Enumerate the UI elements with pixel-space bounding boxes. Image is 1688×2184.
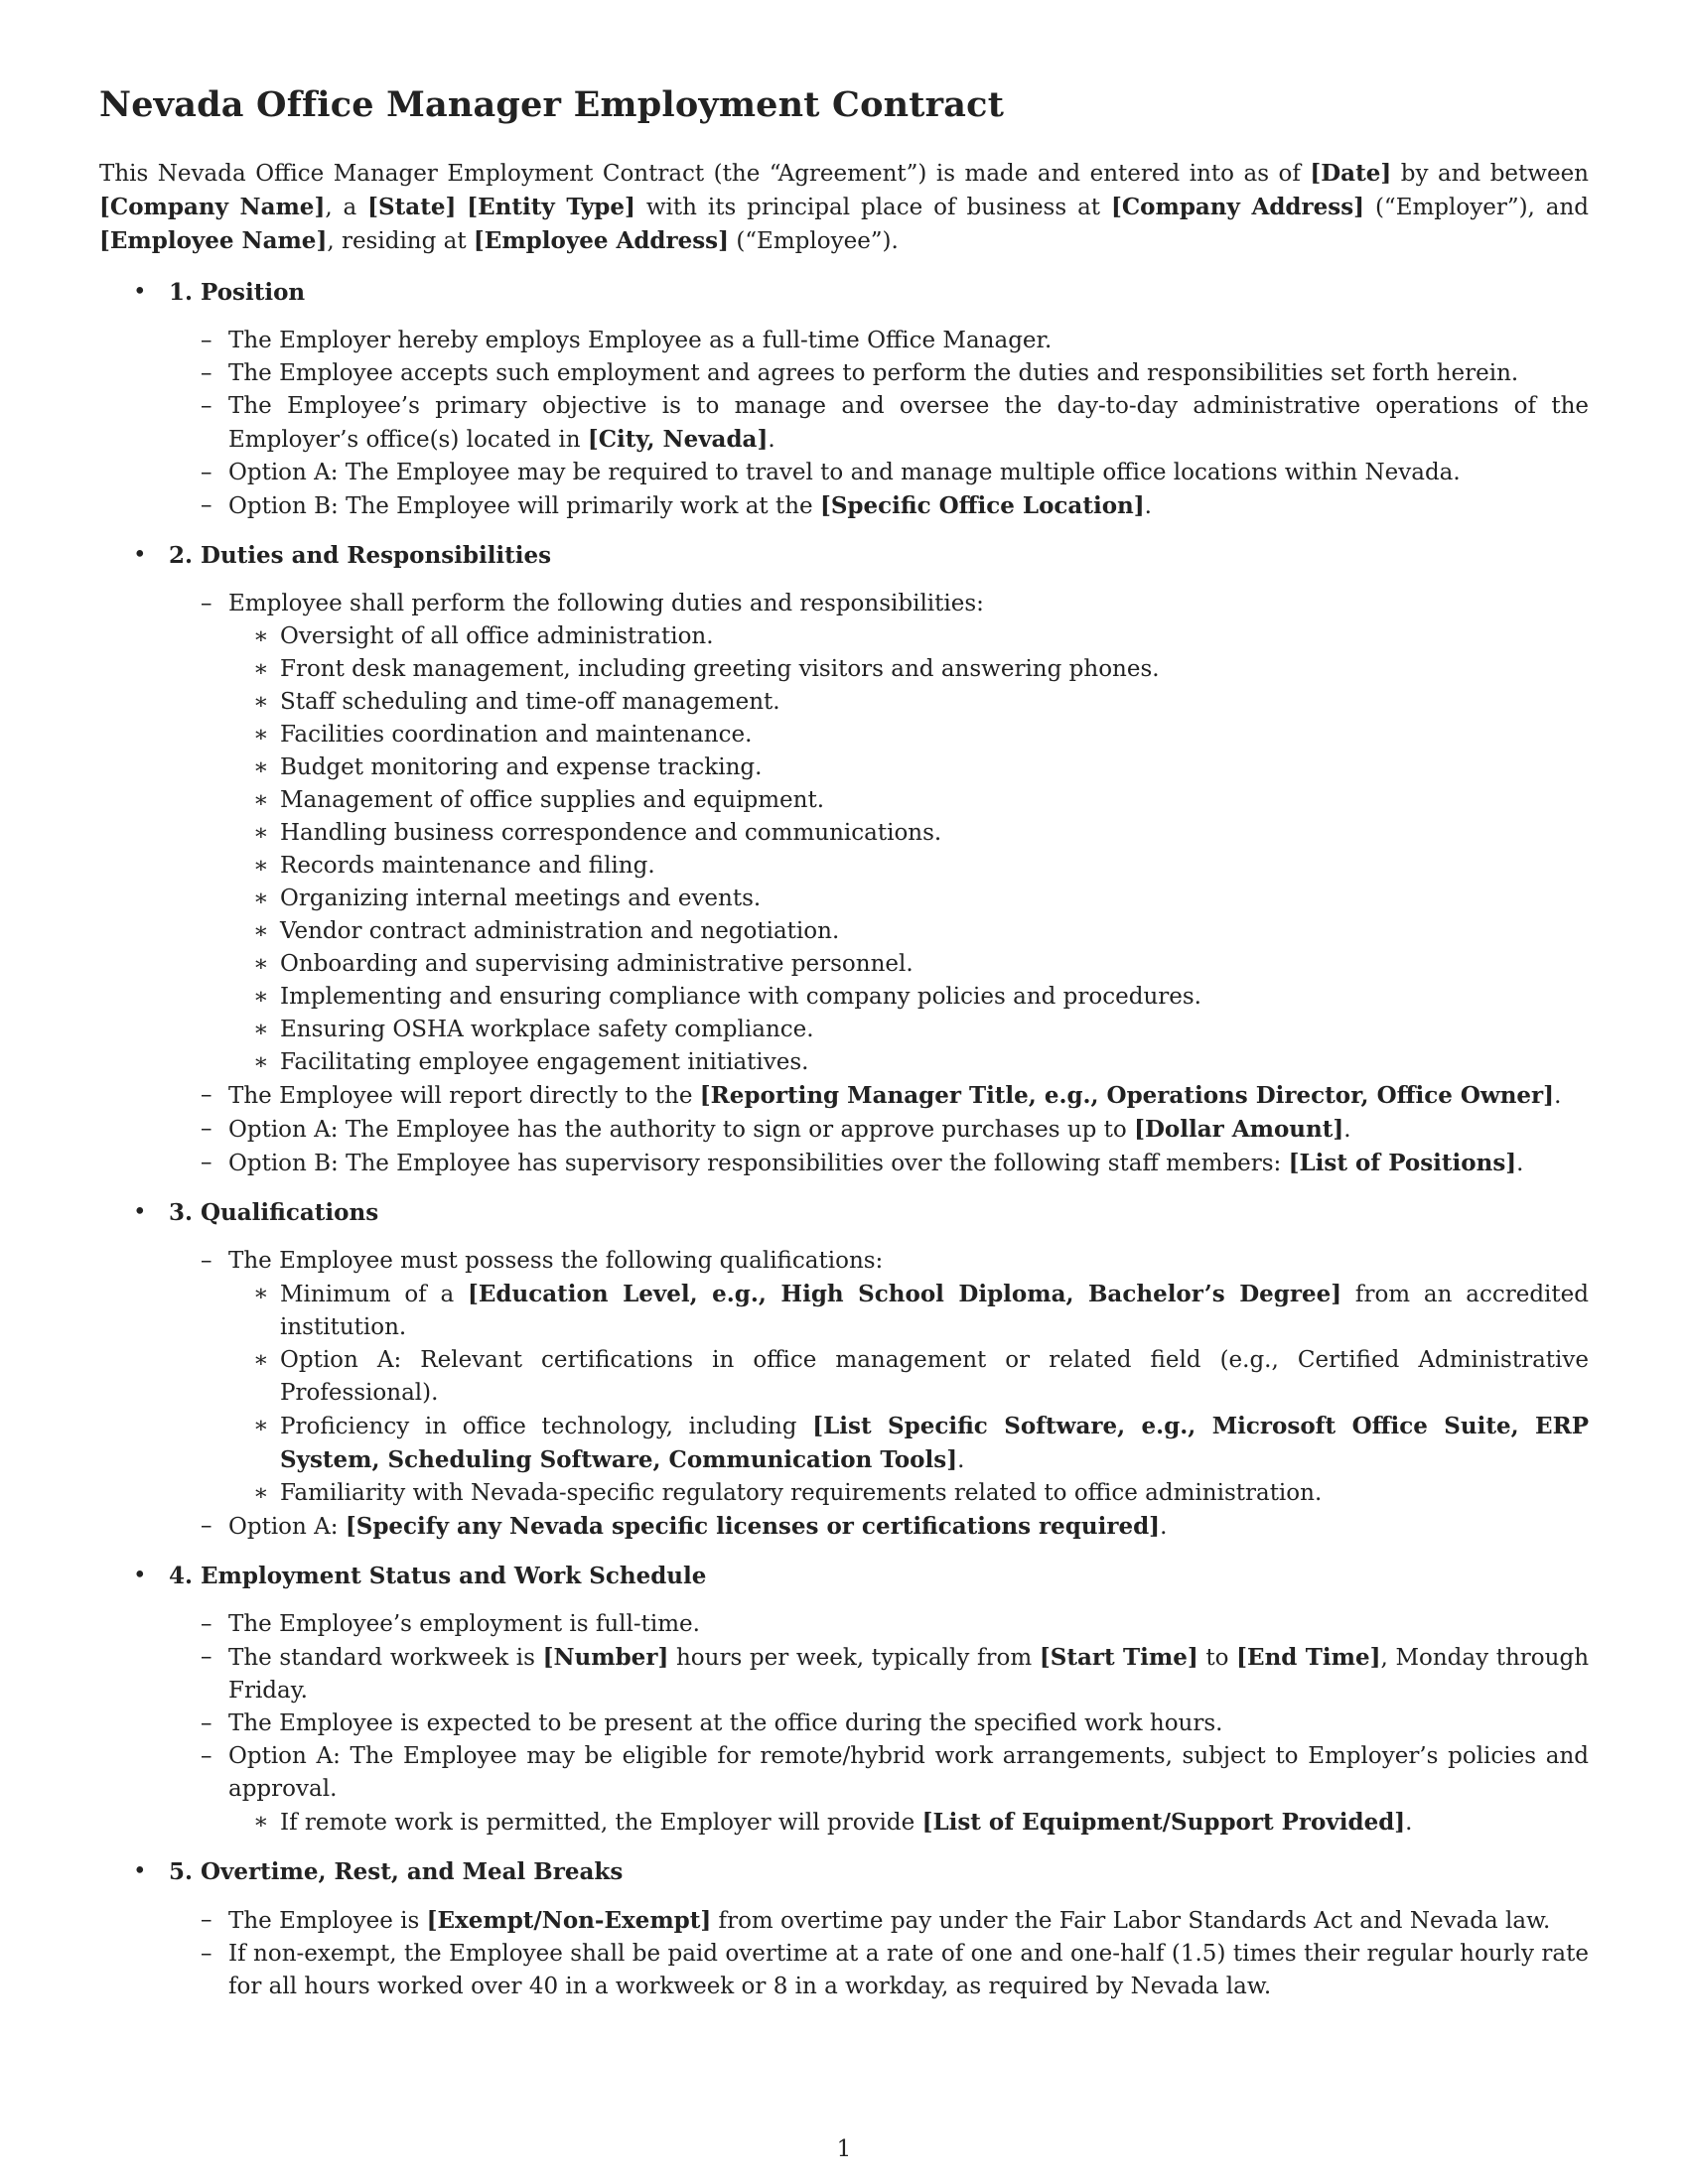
- clause-text: .: [1343, 1117, 1351, 1143]
- clause-text: .: [957, 1447, 965, 1473]
- qualification-item: ∗ Option A: Relevant certifications in office management or related field (e.g., Certified Administrative Professional).: [228, 1344, 1589, 1410]
- placeholder-nevada-licenses: [Specify any Nevada specific licenses or certifications required]: [345, 1513, 1161, 1540]
- section-employment-status: [99, 1560, 1589, 1840]
- section-title: • 2. Duties and Responsibilities: [169, 542, 552, 569]
- page-number: 1: [836, 2136, 852, 2162]
- clause-text: from an accredited institution.: [280, 1282, 1589, 1340]
- duty-item: ∗ Management of office supplies and equipment.: [228, 784, 1589, 817]
- section-title: • 3. Qualifications: [169, 1199, 379, 1226]
- qualifications-list: [228, 1278, 1589, 1510]
- clause-text: .: [768, 427, 775, 453]
- clause-text: , Monday through Friday.: [228, 1645, 1590, 1704]
- placeholder-company-name: [Company Name]: [99, 194, 326, 220]
- intro-paragraph: [99, 157, 1589, 258]
- section-title: • 5. Overtime, Rest, and Meal Breaks: [169, 1858, 624, 1885]
- clause-text: Option B: The Employee will primarily work at the: [228, 493, 820, 519]
- clause-text: hours per week, typically from: [668, 1645, 1040, 1671]
- intro-text: [456, 195, 467, 220]
- clause-text: Minimum of a: [280, 1282, 469, 1307]
- placeholder-dollar-amount: [Dollar Amount]: [1134, 1116, 1344, 1143]
- clause-text: Employee shall perform the following duties and responsibilities:: [228, 591, 984, 616]
- duty-item: ∗ Oversight of all office administration.: [228, 620, 1589, 653]
- clause-item: [169, 1113, 1589, 1147]
- intro-text: with its principal place of business at: [634, 195, 1111, 220]
- placeholder-state: [State]: [367, 194, 457, 220]
- section-overtime: [99, 1855, 1589, 2003]
- clause-text: The Employee must possess the following qualifications:: [228, 1248, 884, 1274]
- clause-item: – The Employee’s employment is full-time.: [169, 1608, 1589, 1641]
- intro-text: , residing at: [327, 228, 474, 254]
- clause-item: [169, 1147, 1589, 1180]
- duty-item: ∗ Budget monitoring and expense tracking.: [228, 751, 1589, 784]
- placeholder-equipment-list: [List of Equipment/Support Provided]: [921, 1809, 1406, 1836]
- intro-text: (“Employer”), and: [1364, 195, 1590, 220]
- qualification-item: ∗ Familiarity with Nevada-specific regulatory requirements related to office administration.: [228, 1477, 1589, 1510]
- section-position: [99, 276, 1589, 523]
- clause-text: .: [1144, 493, 1152, 519]
- clause-item: [169, 1740, 1589, 1840]
- placeholder-start-time: [Start Time]: [1039, 1644, 1198, 1671]
- sections-list: [99, 276, 1589, 2003]
- section-title: • 1. Position: [169, 279, 306, 306]
- clause-text: .: [1554, 1083, 1562, 1109]
- clause-item: [169, 1245, 1589, 1510]
- clause-item: [169, 1904, 1589, 1938]
- clause-item: – Option A: The Employee may be required to travel to and manage multiple office locations within Nevada.: [169, 457, 1589, 489]
- section-qualifications: [99, 1196, 1589, 1544]
- placeholder-software-list: [List Specific Software, e.g., Microsoft Office Suite, ERP System, Scheduling Software, Communication Tools]: [280, 1413, 1589, 1473]
- duty-item: ∗ Implementing and ensuring compliance with company policies and procedures.: [228, 981, 1589, 1014]
- clause-text: .: [1405, 1810, 1413, 1836]
- duty-item: ∗ Handling business correspondence and communications.: [228, 817, 1589, 850]
- clause-item: [169, 1079, 1589, 1113]
- duty-item: ∗ Organizing internal meetings and events.: [228, 883, 1589, 915]
- placeholder-city: [City, Nevada]: [587, 426, 769, 453]
- intro-text: , a: [325, 195, 368, 220]
- clause-text: to: [1197, 1645, 1237, 1671]
- section-duties: [99, 539, 1589, 1180]
- duty-item: ∗ Records maintenance and filing.: [228, 850, 1589, 883]
- document-title: Nevada Office Manager Employment Contract: [99, 84, 1005, 125]
- clause-text: The Employee will report directly to the: [228, 1083, 700, 1109]
- duty-item: ∗ Front desk management, including greeting visitors and answering phones.: [228, 653, 1589, 686]
- clause-text: Option A: The Employee may be eligible for remote/hybrid work arrangements, subject to Employer’s policies and approval.: [228, 1743, 1589, 1802]
- clause-text: The Employee is: [228, 1908, 427, 1934]
- qualification-item: [228, 1278, 1589, 1344]
- qualification-item: [228, 1410, 1589, 1477]
- placeholder-employee-name: [Employee Name]: [99, 227, 328, 254]
- placeholder-number: [Number]: [542, 1644, 669, 1671]
- section-title: • 4. Employment Status and Work Schedule: [169, 1563, 707, 1589]
- placeholder-end-time: [End Time]: [1236, 1644, 1381, 1671]
- clause-item: – If non-exempt, the Employee shall be paid overtime at a rate of one and one-half (1.5) times their regular hourly rate for all hours worked over 40 in a workweek or 8 in a workday, as required by Nevada law.: [169, 1938, 1589, 2003]
- placeholder-employee-address: [Employee Address]: [473, 227, 730, 254]
- clause-item: [169, 390, 1589, 457]
- duty-item: ∗ Facilitating employee engagement initiatives.: [228, 1046, 1589, 1079]
- duties-list: [228, 620, 1589, 1079]
- remote-work-list: [228, 1806, 1589, 1840]
- clause-item: [169, 1510, 1589, 1544]
- clause-text: Option A:: [228, 1514, 346, 1540]
- clause-text: from overtime pay under the Fair Labor Standards Act and Nevada law.: [711, 1908, 1551, 1934]
- duty-item: ∗ Vendor contract administration and negotiation.: [228, 915, 1589, 948]
- clause-item: – The Employee is expected to be present at the office during the specified work hours.: [169, 1707, 1589, 1740]
- duty-item: ∗ Ensuring OSHA workplace safety compliance.: [228, 1014, 1589, 1046]
- placeholder-company-address: [Company Address]: [1110, 194, 1365, 220]
- duty-item: ∗ Staff scheduling and time-off management.: [228, 686, 1589, 719]
- clause-item: [169, 588, 1589, 1079]
- duty-item: ∗ Onboarding and supervising administrative personnel.: [228, 948, 1589, 981]
- clause-text: Option A: The Employee has the authority to sign or approve purchases up to: [228, 1117, 1135, 1143]
- placeholder-reporting-manager: [Reporting Manager Title, e.g., Operations Director, Office Owner]: [699, 1082, 1555, 1109]
- placeholder-office-location: [Specific Office Location]: [819, 492, 1145, 519]
- clause-text: .: [1160, 1514, 1168, 1540]
- placeholder-entity-type: [Entity Type]: [467, 194, 635, 220]
- clause-text: If remote work is permitted, the Employer will provide: [280, 1810, 922, 1836]
- clause-item: [169, 1641, 1589, 1707]
- placeholder-education-level: [Education Level, e.g., High School Diploma, Bachelor’s Degree]: [468, 1281, 1342, 1307]
- clause-text: The Employee’s primary objective is to manage and oversee the day-to-day administrative operations of the Employer’s office(s) located in: [228, 393, 1589, 453]
- clause-item: – The Employee accepts such employment and agrees to perform the duties and responsibilities set forth herein.: [169, 357, 1589, 390]
- clause-text: The standard workweek is: [228, 1645, 543, 1671]
- duty-item: ∗ Facilities coordination and maintenance.: [228, 719, 1589, 751]
- intro-text: (“Employee”).: [729, 228, 899, 254]
- clause-item: [169, 489, 1589, 523]
- clause-text: Proficiency in office technology, including: [280, 1414, 813, 1439]
- clause-text: .: [1516, 1151, 1524, 1176]
- placeholder-list-of-positions: [List of Positions]: [1288, 1150, 1517, 1176]
- remote-work-item: [228, 1806, 1589, 1840]
- placeholder-exempt-status: [Exempt/Non-Exempt]: [426, 1907, 712, 1934]
- placeholder-date: [Date]: [1310, 160, 1392, 187]
- clause-item: – The Employer hereby employs Employee as a full-time Office Manager.: [169, 325, 1589, 357]
- clause-text: Option B: The Employee has supervisory responsibilities over the following staff members:: [228, 1151, 1289, 1176]
- intro-text: This Nevada Office Manager Employment Contract (the “Agreement”) is made and entered into as of: [99, 161, 1311, 187]
- intro-text: by and between: [1391, 161, 1589, 187]
